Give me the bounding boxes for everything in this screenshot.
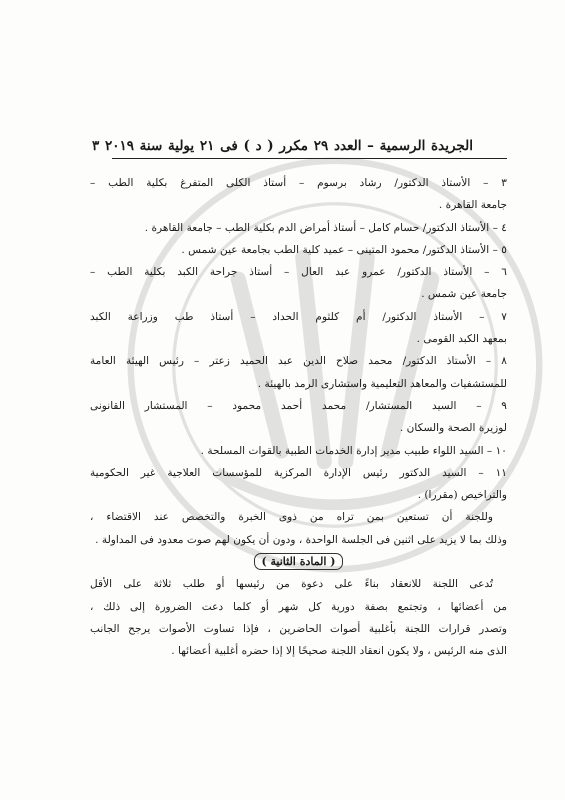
member-item-6-line2: جامعة عين شمس . (421, 288, 507, 301)
article-two-line3: وتصدر قرارات اللجنة بأغلبية أصوات الحاضرين ، فإذا تساوت الأصوات يرجح الجانب (90, 622, 508, 635)
document-body (90, 172, 507, 663)
member-item-7-line1: ٧ – الأستاذ الدكتور/ أم كلثوم الحداد – أستاذ طب وزراعة الكبد (90, 310, 507, 323)
member-item-9-line2: لوزيرة الصحة والسكان . (399, 422, 507, 435)
member-item-7-line2: بمعهد الكبد القومى . (416, 333, 507, 346)
article-two-line4: الذى منه الرئيس ، ولا يكون انعقاد اللجنة صحيحًا إلا إذا حضره أغلبية أعضائها . (171, 645, 507, 658)
header-divider (112, 158, 507, 159)
member-item-9-line1: ٩ – السيد المستشار/ محمد أحمد محمود – المستشار القانونى (90, 399, 507, 412)
page-header: الجريدة الرسمية – العدد ٢٩ مكرر ( د ) فى ٢١ يولية سنة ٢٠١٩ ٣ (92, 138, 473, 154)
member-item-6-line1: ٦ – الأستاذ الدكتور/ عمرو عبد العال – أستاذ جراحة الكبد بكلية الطب – (90, 266, 507, 279)
member-item-3-line1: ٣ – الأستاذ الدكتور/ رشاد برسوم – أستاذ الكلى المتفرغ بكلية الطب – (90, 177, 507, 189)
experts-paragraph-line1: وللجنة أن تستعين بمن تراه من ذوى الخبرة والتخصص عند الاقتضاء ، (90, 511, 493, 524)
experts-paragraph-line2: وذلك بما لا يزيد على اثنين فى الجلسة الواحدة ، ودون أن يكون لهم صوت معدود فى المداولة . (95, 533, 507, 546)
member-item-11-line2: والتراخيص (مقررا) . (417, 489, 507, 502)
member-item-5: ٥ – الأستاذ الدكتور/ محمود المتينى – عميد كلية الطب بجامعة عين شمس . (181, 243, 507, 256)
member-item-10: ١٠ – السيد اللواء طبيب مدير إدارة الخدمات الطبية بالقوات المسلحة . (200, 444, 507, 457)
member-item-4: ٤ – الأستاذ الدكتور/ حسام كامل – أستاذ أمراض الدم بكلية الطب – جامعة القاهرة . (144, 221, 507, 234)
member-item-8-line2: للمستشفيات والمعاهد التعليمية واستشارى الرمد بالهيئة . (257, 377, 507, 390)
article-two-heading-label: ( المادة الثانية ) (254, 553, 342, 570)
article-two-line1: تُدعى اللجنة للانعقاد بناءً على دعوة من رئيسها أو طلب ثلاثة على الأقل (90, 578, 493, 591)
member-item-8-line1: ٨ – الأستاذ الدكتور/ محمد صلاح الدين عبد الحميد زعتر – رئيس الهيئة العامة (90, 355, 507, 368)
member-item-11-line1: ١١ – السيد الدكتور رئيس الإدارة المركزية للمؤسسات العلاجية غير الحكومية (90, 466, 507, 479)
member-item-3-line2: جامعة القاهرة . (438, 199, 507, 212)
article-two-heading (90, 551, 507, 573)
article-two-line2: من أعضائها ، وتجتمع بصفة دورية كل شهر أو كلما دعت الضرورة إلى ذلك ، (90, 600, 507, 613)
